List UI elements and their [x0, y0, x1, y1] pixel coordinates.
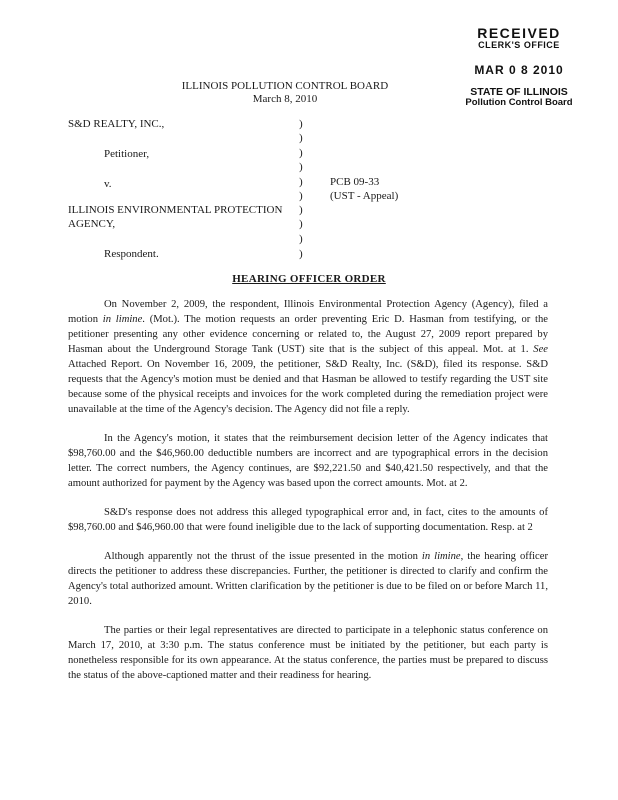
- paragraph-4: Although apparently not the thrust of the issue presented in the motion in limine, the hearing officer directs the petitioner to address these discrepancies. Further, the petitioner is directed to clarify and confirm the Agency's total authorized amount. Written clarification by the petitioner is due to be filed on or before March 11, 2010.: [68, 551, 548, 607]
- respondent-name-line2: AGENCY,: [68, 218, 116, 230]
- caption-paren: ): [299, 204, 303, 216]
- stamp-date: MAR 0 8 2010: [474, 63, 564, 77]
- stamp-clerks-office: CLERK'S OFFICE: [478, 40, 560, 50]
- caption-paren: ): [299, 218, 303, 230]
- caption-paren: ): [299, 248, 303, 260]
- paragraph-5: The parties or their legal representatives are directed to participate in a telephonic status conference on March 17, 2010, at 3:30 p.m. The status conference must be initiated by the petitioner, but each party is nonetheless responsible for its own appearance. At the status conference, the parties must be prepared to discuss the status of the above-captioned matter and their readiness for hearing.: [68, 625, 548, 681]
- order-title: HEARING OFFICER ORDER: [232, 273, 386, 285]
- stamp-board: Pollution Control Board: [465, 97, 573, 108]
- order-date: March 8, 2010: [252, 93, 318, 105]
- paragraph-3: S&D's response does not address this alleged typographical error and, in fact, cites to the amounts of $98,760.00 and $46,960.00 that were found ineligible due to the lack of supporting documentation. Resp. at 2: [68, 507, 548, 533]
- case-number: PCB 09-33: [330, 176, 380, 188]
- paragraph-1: On November 2, 2009, the respondent, Illinois Environmental Protection Agency (Agency), filed a motion in limine. (Mot.). The motion requests an order preventing Eric D. Hasman from testifying, or the petitioner presenting any other evidence concerning or related to, the August 27, 2009 report prepared by Hasman about the Underground Storage Tank (UST) site that is the subject of this appeal. Mot. at 1. See Attached Report. On November 16, 2009, the petitioner, S&D Realty, Inc. (S&D), filed its response. S&D requests that the Agency's motion must be denied and that Hasman be allowed to testify regarding the UST site because some of the physical receipts and invoices for the work completed during the remediation project were unavailable at the time of the Agency's decision. The Agency did not file a reply.: [68, 299, 548, 415]
- caption-paren: ): [299, 118, 303, 130]
- caption-paren: ): [299, 233, 303, 245]
- versus: v.: [104, 178, 112, 190]
- stamp-state: STATE OF ILLINOIS: [470, 86, 568, 98]
- respondent-name-line1: ILLINOIS ENVIRONMENTAL PROTECTION: [68, 204, 283, 216]
- stamp-received: RECEIVED: [477, 25, 561, 41]
- board-name: ILLINOIS POLLUTION CONTROL BOARD: [181, 80, 389, 92]
- petitioner-label: Petitioner,: [104, 148, 150, 160]
- respondent-label: Respondent.: [104, 248, 159, 260]
- case-type: (UST - Appeal): [330, 190, 399, 202]
- caption-paren: ): [299, 161, 303, 173]
- document-header: [165, 80, 405, 106]
- caption-paren: ): [299, 147, 303, 159]
- caption-paren: ): [299, 176, 303, 188]
- order-body: [68, 297, 548, 697]
- caption-paren: ): [299, 190, 303, 202]
- petitioner-name: S&D REALTY, INC.,: [68, 118, 165, 130]
- caption-paren: ): [299, 132, 303, 144]
- received-stamp: [434, 26, 604, 108]
- paragraph-2: In the Agency's motion, it states that the reimbursement decision letter of the Agency indicates that $98,760.00 and the $46,960.00 deductible numbers are incorrect and are typographical errors in the decision letter. The correct numbers, the Agency continues, are $92,221.50 and $40,421.50 respectively, and that the amount authorized for payment by the Agency was based upon the correct amounts. Mot. at 2.: [68, 433, 548, 489]
